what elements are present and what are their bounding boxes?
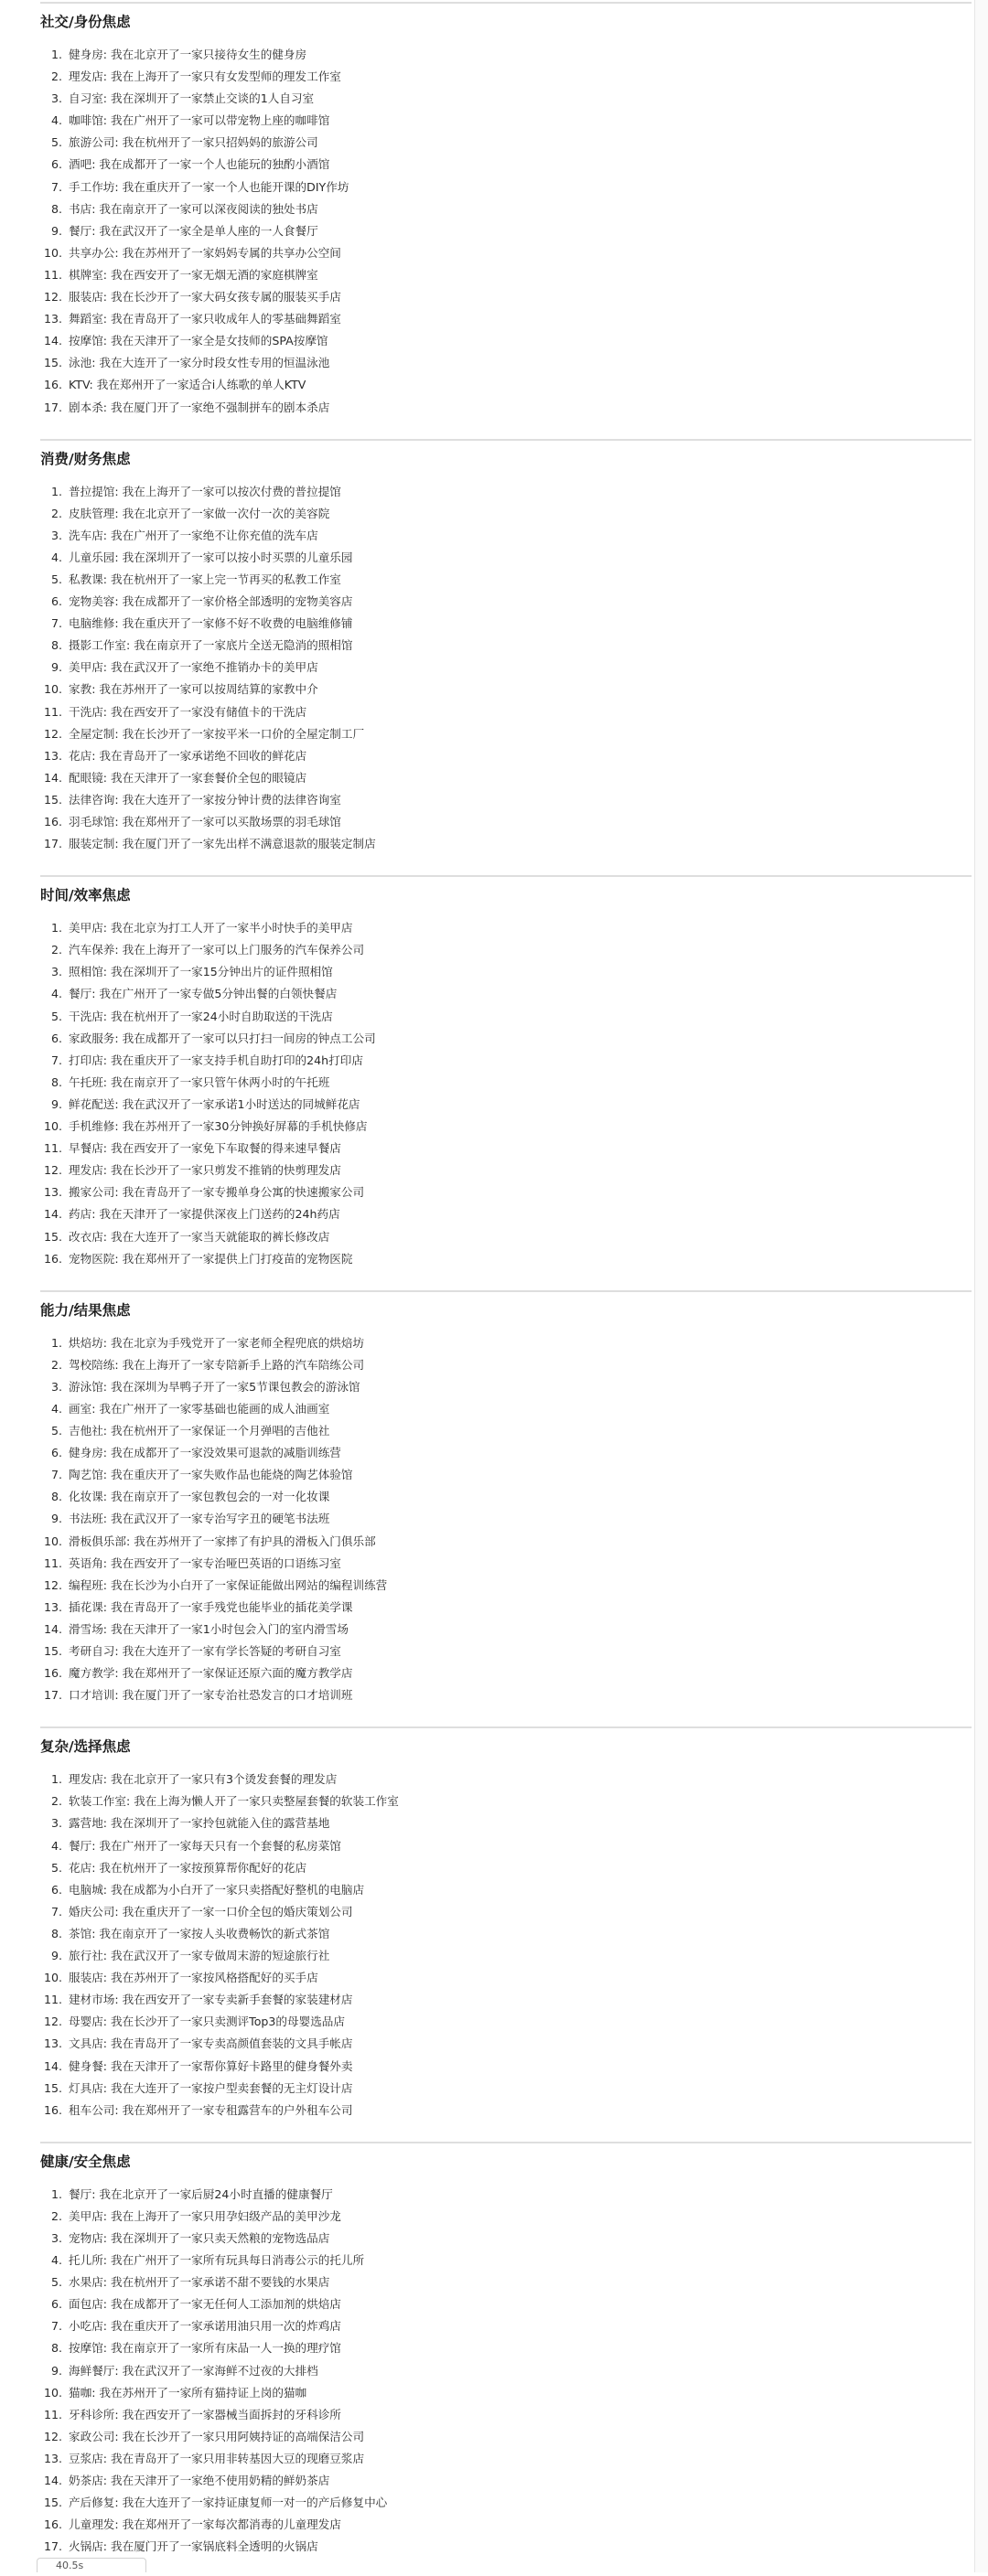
item-list bbox=[40, 917, 972, 1270]
section-title: 消费/财务焦虑 bbox=[40, 450, 131, 467]
list-item: 15. 灯具店: 我在大连开了一家按户型卖套餐的无主灯设计店 bbox=[66, 2078, 972, 2100]
list-item: 3. 游泳馆: 我在深圳为旱鸭子开了一家5节课包教会的游泳馆 bbox=[66, 1376, 972, 1398]
list-item: 8. 午托班: 我在南京开了一家只管午休两小时的午托班 bbox=[66, 1072, 972, 1094]
list-item: 3. 洗车店: 我在广州开了一家绝不让你充值的洗车店 bbox=[66, 525, 972, 547]
list-item: 11. 英语角: 我在西安开了一家专治哑巴英语的口语练习室 bbox=[66, 1553, 972, 1575]
list-item: 1. 健身房: 我在北京开了一家只接待女生的健身房 bbox=[66, 44, 972, 66]
list-item: 15. 法律咨询: 我在大连开了一家按分钟计费的法律咨询室 bbox=[66, 789, 972, 811]
list-item: 13. 插花课: 我在青岛开了一家手残党也能毕业的插花美学课 bbox=[66, 1597, 972, 1619]
list-item: 12. 家政公司: 我在长沙开了一家只用阿姨持证的高端保洁公司 bbox=[66, 2426, 972, 2448]
section-divider bbox=[40, 2142, 972, 2143]
section bbox=[40, 0, 972, 437]
status-tab bbox=[37, 2558, 146, 2572]
list-item: 8. 化妆课: 我在南京开了一家包教包会的一对一化妆课 bbox=[66, 1486, 972, 1508]
list-item: 6. 宠物美容: 我在成都开了一家价格全部透明的宠物美容店 bbox=[66, 591, 972, 613]
list-item: 13. 花店: 我在青岛开了一家承诺绝不回收的鲜花店 bbox=[66, 745, 972, 767]
section-title: 社交/身份焦虑 bbox=[40, 14, 131, 30]
list-item: 15. 考研自习: 我在大连开了一家有学长答疑的考研自习室 bbox=[66, 1641, 972, 1662]
list-item: 7. 婚庆公司: 我在重庆开了一家一口价全包的婚庆策划公司 bbox=[66, 1901, 972, 1923]
list-item: 4. 托儿所: 我在广州开了一家所有玩具每日消毒公示的托儿所 bbox=[66, 2250, 972, 2271]
item-list bbox=[40, 1332, 972, 1707]
list-item: 10. 服装店: 我在苏州开了一家按风格搭配好的买手店 bbox=[66, 1967, 972, 1989]
list-item: 14. 药店: 我在天津开了一家提供深夜上门送药的24h药店 bbox=[66, 1203, 972, 1225]
list-item: 5. 水果店: 我在杭州开了一家承诺不甜不要钱的水果店 bbox=[66, 2271, 972, 2293]
list-item: 11. 早餐店: 我在西安开了一家免下车取餐的得来速早餐店 bbox=[66, 1138, 972, 1160]
item-list bbox=[40, 44, 972, 419]
list-item: 7. 小吃店: 我在重庆开了一家承诺用油只用一次的炸鸡店 bbox=[66, 2315, 972, 2337]
list-item: 11. 干洗店: 我在西安开了一家没有储值卡的干洗店 bbox=[66, 701, 972, 723]
list-item: 8. 书店: 我在南京开了一家可以深夜阅读的独处书店 bbox=[66, 198, 972, 220]
list-item: 17. 口才培训: 我在厦门开了一家专治社恐发言的口才培训班 bbox=[66, 1684, 972, 1706]
list-item: 7. 电脑维修: 我在重庆开了一家修不好不收费的电脑维修铺 bbox=[66, 613, 972, 635]
list-item: 4. 画室: 我在广州开了一家零基础也能画的成人油画室 bbox=[66, 1398, 972, 1420]
section-divider bbox=[40, 875, 972, 877]
section-title: 复杂/选择焦虑 bbox=[40, 1738, 131, 1756]
list-item: 8. 按摩馆: 我在南京开了一家所有床品一人一换的理疗馆 bbox=[66, 2337, 972, 2359]
list-item: 17. 剧本杀: 我在厦门开了一家绝不强制拼车的剧本杀店 bbox=[66, 397, 972, 419]
list-item: 13. 舞蹈室: 我在青岛开了一家只收成年人的零基础舞蹈室 bbox=[66, 308, 972, 330]
list-item: 1. 理发店: 我在北京开了一家只有3个烫发套餐的理发店 bbox=[66, 1769, 972, 1790]
list-item: 5. 干洗店: 我在杭州开了一家24小时自助取送的干洗店 bbox=[66, 1006, 972, 1028]
list-item: 7. 打印店: 我在重庆开了一家支持手机自助打印的24h打印店 bbox=[66, 1050, 972, 1072]
section-title: 能力/结果焦虑 bbox=[40, 1301, 131, 1319]
list-item: 12. 全屋定制: 我在长沙开了一家按平米一口价的全屋定制工厂 bbox=[66, 723, 972, 745]
list-item: 12. 理发店: 我在长沙开了一家只剪发不推销的快剪理发店 bbox=[66, 1160, 972, 1181]
list-item: 11. 棋牌室: 我在西安开了一家无烟无酒的家庭棋牌室 bbox=[66, 264, 972, 286]
section bbox=[40, 1725, 972, 2140]
section bbox=[40, 2140, 972, 2576]
list-item: 17. 火锅店: 我在厦门开了一家锅底料全透明的火锅店 bbox=[66, 2536, 972, 2558]
section bbox=[40, 437, 972, 874]
list-item: 10. 家教: 我在苏州开了一家可以按周结算的家教中介 bbox=[66, 679, 972, 700]
list-item: 14. 滑雪场: 我在天津开了一家1小时包会入门的室内滑雪场 bbox=[66, 1619, 972, 1641]
list-item: 15. 产后修复: 我在大连开了一家持证康复师一对一的产后修复中心 bbox=[66, 2492, 972, 2514]
list-item: 14. 健身餐: 我在天津开了一家帮你算好卡路里的健身餐外卖 bbox=[66, 2056, 972, 2078]
item-list bbox=[40, 481, 972, 856]
list-item: 10. 猫咖: 我在苏州开了一家所有猫持证上岗的猫咖 bbox=[66, 2382, 972, 2404]
list-item: 3. 露营地: 我在深圳开了一家拎包就能入住的露营基地 bbox=[66, 1812, 972, 1834]
list-item: 13. 文具店: 我在青岛开了一家专卖高颜值套装的文具手帐店 bbox=[66, 2033, 972, 2055]
list-item: 1. 烘焙坊: 我在北京为手残党开了一家老师全程兜底的烘焙坊 bbox=[66, 1332, 972, 1354]
section-divider bbox=[40, 2, 972, 4]
list-item: 13. 豆浆店: 我在青岛开了一家只用非转基因大豆的现磨豆浆店 bbox=[66, 2448, 972, 2470]
list-item: 6. 家政服务: 我在成都开了一家可以只打扫一间房的钟点工公司 bbox=[66, 1028, 972, 1050]
list-item: 5. 旅游公司: 我在杭州开了一家只招妈妈的旅游公司 bbox=[66, 132, 972, 154]
document-body bbox=[40, 0, 972, 2576]
list-item: 16. 宠物医院: 我在郑州开了一家提供上门打疫苗的宠物医院 bbox=[66, 1248, 972, 1270]
list-item: 10. 滑板俱乐部: 我在苏州开了一家摔了有护具的滑板入门俱乐部 bbox=[66, 1531, 972, 1553]
list-item: 12. 编程班: 我在长沙为小白开了一家保证能做出网站的编程训练营 bbox=[66, 1575, 972, 1597]
scrollbar[interactable] bbox=[974, 0, 988, 2572]
list-item: 5. 私教课: 我在杭州开了一家上完一节再买的私教工作室 bbox=[66, 569, 972, 591]
list-item: 10. 共享办公: 我在苏州开了一家妈妈专属的共享办公空间 bbox=[66, 242, 972, 264]
list-item: 13. 搬家公司: 我在青岛开了一家专搬单身公寓的快速搬家公司 bbox=[66, 1181, 972, 1203]
list-item: 6. 酒吧: 我在成都开了一家一个人也能玩的独酌小酒馆 bbox=[66, 154, 972, 176]
list-item: 4. 咖啡馆: 我在广州开了一家可以带宠物上座的咖啡馆 bbox=[66, 110, 972, 132]
section-title: 时间/效率焦虑 bbox=[40, 887, 131, 904]
section-title: 健康/安全焦虑 bbox=[40, 2153, 131, 2170]
list-item: 7. 陶艺馆: 我在重庆开了一家失败作品也能烧的陶艺体验馆 bbox=[66, 1464, 972, 1486]
list-item: 2. 驾校陪练: 我在上海开了一家专陪新手上路的汽车陪练公司 bbox=[66, 1354, 972, 1376]
list-item: 3. 宠物店: 我在深圳开了一家只卖天然粮的宠物选品店 bbox=[66, 2228, 972, 2250]
list-item: 16. 魔方教学: 我在郑州开了一家保证还原六面的魔方教学店 bbox=[66, 1662, 972, 1684]
list-item: 1. 餐厅: 我在北京开了一家后厨24小时直播的健康餐厅 bbox=[66, 2184, 972, 2206]
list-item: 2. 汽车保养: 我在上海开了一家可以上门服务的汽车保养公司 bbox=[66, 939, 972, 961]
list-item: 11. 建材市场: 我在西安开了一家专卖新手套餐的家装建材店 bbox=[66, 1989, 972, 2011]
list-item: 6. 健身房: 我在成都开了一家没效果可退款的减脂训练营 bbox=[66, 1442, 972, 1464]
list-item: 12. 母婴店: 我在长沙开了一家只卖测评Top3的母婴选品店 bbox=[66, 2011, 972, 2033]
section bbox=[40, 873, 972, 1288]
list-item: 2. 软装工作室: 我在上海为懒人开了一家只卖整屋套餐的软装工作室 bbox=[66, 1790, 972, 1812]
list-item: 5. 花店: 我在杭州开了一家按预算帮你配好的花店 bbox=[66, 1857, 972, 1879]
list-item: 9. 餐厅: 我在武汉开了一家全是单人座的一人食餐厅 bbox=[66, 220, 972, 242]
list-item: 14. 配眼镜: 我在天津开了一家套餐价全包的眼镜店 bbox=[66, 767, 972, 789]
list-item: 7. 手工作坊: 我在重庆开了一家一个人也能开课的DIY作坊 bbox=[66, 176, 972, 198]
list-item: 6. 电脑城: 我在成都为小白开了一家只卖搭配好整机的电脑店 bbox=[66, 1879, 972, 1901]
list-item: 12. 服装店: 我在长沙开了一家大码女孩专属的服装买手店 bbox=[66, 286, 972, 308]
list-item: 4. 餐厅: 我在广州开了一家专做5分钟出餐的白领快餐店 bbox=[66, 983, 972, 1005]
list-item: 16. KTV: 我在郑州开了一家适合i人练歌的单人KTV bbox=[66, 374, 972, 396]
list-item: 9. 书法班: 我在武汉开了一家专治写字丑的硬笔书法班 bbox=[66, 1508, 972, 1530]
list-item: 9. 旅行社: 我在武汉开了一家专做周末游的短途旅行社 bbox=[66, 1945, 972, 1967]
list-item: 8. 茶馆: 我在南京开了一家按人头收费畅饮的新式茶馆 bbox=[66, 1923, 972, 1945]
list-item: 16. 儿童理发: 我在郑州开了一家每次都消毒的儿童理发店 bbox=[66, 2514, 972, 2536]
list-item: 15. 改衣店: 我在大连开了一家当天就能取的裤长修改店 bbox=[66, 1226, 972, 1248]
list-item: 2. 美甲店: 我在上海开了一家只用孕妇级产品的美甲沙龙 bbox=[66, 2206, 972, 2228]
list-item: 14. 奶茶店: 我在天津开了一家绝不使用奶精的鲜奶茶店 bbox=[66, 2470, 972, 2492]
list-item: 4. 儿童乐园: 我在深圳开了一家可以按小时买票的儿童乐园 bbox=[66, 547, 972, 569]
list-item: 15. 泳池: 我在大连开了一家分时段女性专用的恒温泳池 bbox=[66, 352, 972, 374]
list-item: 17. 服装定制: 我在厦门开了一家先出样不满意退款的服装定制店 bbox=[66, 833, 972, 855]
list-item: 3. 照相馆: 我在深圳开了一家15分钟出片的证件照相馆 bbox=[66, 961, 972, 983]
list-item: 9. 海鲜餐厅: 我在武汉开了一家海鲜不过夜的大排档 bbox=[66, 2360, 972, 2382]
list-item: 4. 餐厅: 我在广州开了一家每天只有一个套餐的私房菜馆 bbox=[66, 1835, 972, 1857]
list-item: 2. 皮肤管理: 我在北京开了一家做一次付一次的美容院 bbox=[66, 503, 972, 525]
status-tab-label: 40.5s bbox=[56, 2560, 84, 2571]
list-item: 16. 租车公司: 我在郑州开了一家专租露营车的户外租车公司 bbox=[66, 2100, 972, 2122]
section-divider bbox=[40, 1726, 972, 1728]
item-list bbox=[40, 1769, 972, 2122]
list-item: 9. 美甲店: 我在武汉开了一家绝不推销办卡的美甲店 bbox=[66, 657, 972, 679]
item-list bbox=[40, 2184, 972, 2559]
list-item: 10. 手机维修: 我在苏州开了一家30分钟换好屏幕的手机快修店 bbox=[66, 1116, 972, 1138]
list-item: 3. 自习室: 我在深圳开了一家禁止交谈的1人自习室 bbox=[66, 88, 972, 110]
section bbox=[40, 1288, 972, 1726]
list-item: 1. 美甲店: 我在北京为打工人开了一家半小时快手的美甲店 bbox=[66, 917, 972, 939]
section-divider bbox=[40, 439, 972, 441]
list-item: 9. 鲜花配送: 我在武汉开了一家承诺1小时送达的同城鲜花店 bbox=[66, 1094, 972, 1116]
list-item: 8. 摄影工作室: 我在南京开了一家底片全送无隐消的照相馆 bbox=[66, 635, 972, 657]
list-item: 16. 羽毛球馆: 我在郑州开了一家可以买散场票的羽毛球馆 bbox=[66, 811, 972, 833]
section-divider bbox=[40, 1290, 972, 1292]
list-item: 11. 牙科诊所: 我在西安开了一家器械当面拆封的牙科诊所 bbox=[66, 2404, 972, 2426]
list-item: 6. 面包店: 我在成都开了一家无任何人工添加剂的烘焙店 bbox=[66, 2293, 972, 2315]
list-item: 1. 普拉提馆: 我在上海开了一家可以按次付费的普拉提馆 bbox=[66, 481, 972, 503]
list-item: 2. 理发店: 我在上海开了一家只有女发型师的理发工作室 bbox=[66, 66, 972, 88]
list-item: 5. 吉他社: 我在杭州开了一家保证一个月弹唱的吉他社 bbox=[66, 1420, 972, 1442]
list-item: 14. 按摩馆: 我在天津开了一家全是女技师的SPA按摩馆 bbox=[66, 330, 972, 352]
